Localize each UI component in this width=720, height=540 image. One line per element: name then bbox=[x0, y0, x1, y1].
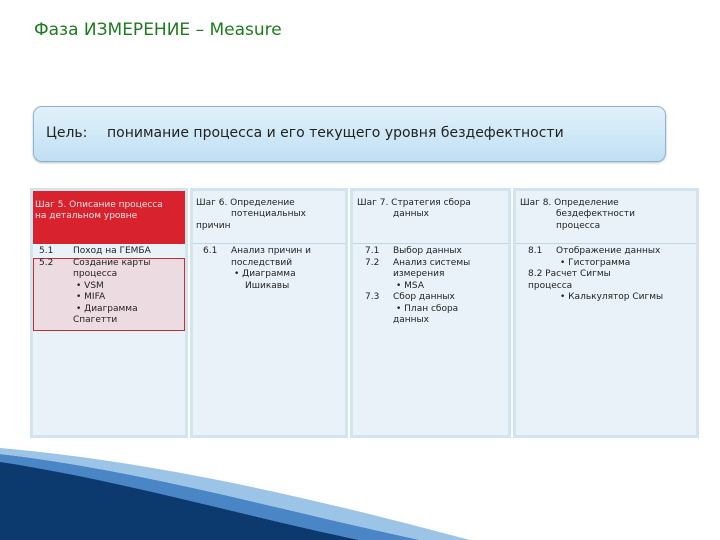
goal-box bbox=[33, 106, 666, 162]
item-bullet: • Диаграмма bbox=[234, 269, 296, 279]
item-number: 5.2 bbox=[39, 258, 54, 268]
item-text: Анализ причин и bbox=[231, 246, 312, 256]
step-5-column bbox=[30, 188, 188, 438]
item-text: Отображение данных bbox=[556, 246, 661, 256]
step-7-column bbox=[350, 188, 511, 438]
goal-label: Цель: bbox=[46, 125, 88, 141]
item-bullet: • Диаграмма bbox=[76, 304, 138, 314]
item-text: процесса bbox=[73, 269, 118, 279]
step-7-header-line-2: данных bbox=[393, 209, 429, 219]
item-bullet: • VSM bbox=[76, 281, 104, 291]
step-6-header-line-2: потенциальных bbox=[231, 209, 306, 219]
item-number: 6.1 bbox=[203, 246, 218, 256]
item-number: 5.1 bbox=[39, 246, 54, 256]
step-8-header-line-3: процесса bbox=[556, 221, 601, 231]
page-title: Фаза ИЗМЕРЕНИЕ – Measure bbox=[34, 20, 282, 40]
item-bullet: • Гистограмма bbox=[560, 258, 631, 268]
step-8-column bbox=[513, 188, 699, 438]
item-bullet: • План сбора bbox=[396, 304, 459, 314]
item-number: 7.1 bbox=[365, 246, 380, 256]
decorative-swoosh bbox=[0, 440, 720, 540]
step-6-header-line-3: причин bbox=[196, 221, 231, 231]
item-bullet: • Калькулятор Сигмы bbox=[560, 292, 664, 302]
item-number: 8.1 bbox=[528, 246, 543, 256]
step-8-header bbox=[516, 191, 696, 244]
item-bullet: • MIFA bbox=[76, 292, 106, 302]
step-6-header bbox=[193, 191, 345, 244]
step-5-header bbox=[33, 191, 185, 244]
step-6-header-line-1: Шаг 6. Определение bbox=[196, 198, 295, 208]
item-text: измерения bbox=[393, 269, 445, 279]
item-text: 8.2 Расчет Сигмы bbox=[528, 269, 611, 279]
item-number: 7.3 bbox=[365, 292, 380, 302]
item-text: Анализ системы bbox=[393, 258, 471, 268]
item-text: последствий bbox=[231, 258, 293, 268]
step-7-header bbox=[353, 191, 508, 244]
step-8-header-line-2: бездефектности bbox=[556, 209, 635, 219]
item-text: Ишикавы bbox=[245, 281, 290, 291]
step-8-header-line-1: Шаг 8. Определение bbox=[520, 198, 619, 208]
step-5-header-line-1: Шаг 5. Описание процесса bbox=[35, 200, 163, 210]
goal-text: понимание процесса и его текущего уровня бездефектности bbox=[107, 125, 564, 141]
item-text: данных bbox=[393, 315, 429, 325]
item-text: Сбор данных bbox=[393, 292, 455, 302]
item-text: Поход на ГЕМБА bbox=[73, 246, 151, 256]
step-6-column bbox=[190, 188, 348, 438]
item-text: Создание карты bbox=[73, 258, 151, 268]
item-text: Спагетти bbox=[73, 315, 118, 325]
item-text: процесса bbox=[528, 281, 573, 291]
item-text: Выбор данных bbox=[393, 246, 462, 256]
step-7-header-line-1: Шаг 7. Стратегия сбора bbox=[357, 198, 471, 208]
item-bullet: • MSA bbox=[396, 281, 424, 291]
step-5-header-line-2: на детальном уровне bbox=[35, 211, 138, 221]
item-number: 7.2 bbox=[365, 258, 380, 268]
